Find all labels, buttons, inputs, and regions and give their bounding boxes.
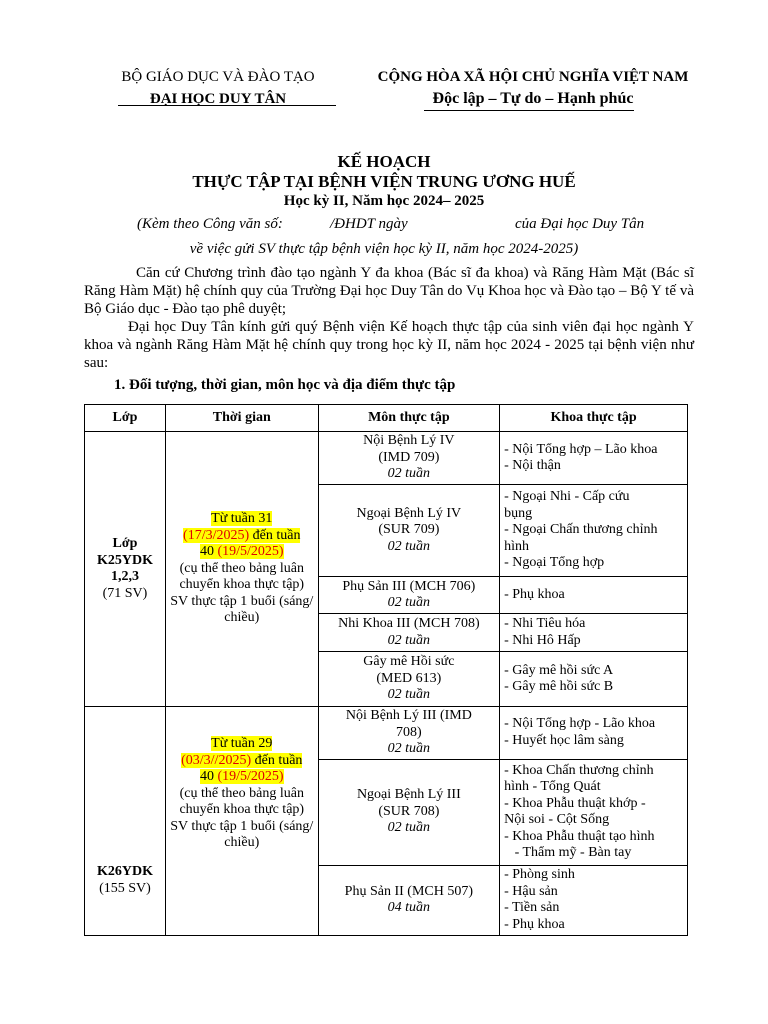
subject-name: Phụ Sản II (MCH 507) bbox=[344, 883, 474, 899]
university-name: ĐẠI HỌC DUY TÂN bbox=[149, 91, 287, 107]
time-to: đến tuần bbox=[252, 527, 301, 543]
time-end: 40 bbox=[199, 544, 214, 560]
class-cell bbox=[85, 707, 166, 936]
subject-weeks: 02 tuần bbox=[387, 741, 431, 756]
dept-cell bbox=[500, 865, 688, 935]
university-underline bbox=[118, 105, 336, 106]
subject-name: Phụ Sản III (MCH 706) bbox=[342, 578, 476, 594]
dept-item: bụng bbox=[504, 505, 533, 521]
subject-code: (MED 613) bbox=[376, 670, 442, 686]
dept-item: hình bbox=[504, 538, 529, 554]
col-header-dept: Khoa thực tập bbox=[500, 405, 688, 432]
class-code: K26YDK bbox=[96, 864, 153, 880]
dept-item: - Phụ khoa bbox=[504, 916, 565, 932]
internship-table bbox=[84, 404, 688, 936]
dept-item: - Ngoại Chấn thương chỉnh bbox=[504, 522, 658, 538]
subject-name: Nội Bệnh Lý IV bbox=[363, 433, 455, 449]
dept-cell bbox=[500, 614, 688, 652]
dept-item: - Phụ khoa bbox=[504, 586, 565, 602]
dept-item: - Ngoại Tổng hợp bbox=[504, 555, 605, 571]
time-start-date: (17/3/2025) bbox=[183, 527, 250, 543]
subject-cell bbox=[318, 485, 499, 577]
doc-semester: Học kỳ II, Năm học 2024– 2025 bbox=[283, 193, 485, 209]
dept-cell bbox=[500, 652, 688, 707]
subject-weeks: 02 tuần bbox=[387, 538, 431, 554]
paragraph-2 bbox=[84, 318, 694, 372]
subject-name: Ngoại Bệnh Lý III bbox=[356, 787, 461, 803]
subject-name: Nội Bệnh Lý III (IMD bbox=[345, 708, 472, 723]
class-code: K25YDK bbox=[96, 552, 153, 568]
time-to: đến tuần bbox=[254, 752, 303, 768]
subject-weeks: 02 tuần bbox=[387, 632, 431, 648]
class-count: (71 SV) bbox=[102, 585, 148, 601]
time-cell bbox=[165, 432, 318, 707]
class-label: Lớp bbox=[112, 536, 138, 551]
subject-code: 708) bbox=[396, 724, 422, 740]
col-header-subject: Môn thực tập bbox=[318, 405, 499, 432]
dept-item: - Ngoại Nhi - Cấp cứu bbox=[504, 489, 630, 505]
time-session: SV thực tập 1 buổi (sáng/ chiều) bbox=[170, 593, 314, 626]
dept-item: - Phòng sinh bbox=[504, 867, 575, 882]
subject-code: (IMD 709) bbox=[378, 449, 440, 465]
motto-underline bbox=[424, 110, 634, 111]
subject-code: (SUR 709) bbox=[378, 522, 440, 538]
dept-item: - Hậu sản bbox=[504, 883, 558, 899]
ref-part3: của Đại học Duy Tân bbox=[515, 216, 645, 232]
time-note: (cụ thể theo bảng luân chuyển khoa thực tập) bbox=[179, 785, 305, 817]
dept-item: - Khoa Phẫu thuật khớp - bbox=[504, 795, 646, 811]
dept-cell bbox=[500, 759, 688, 865]
col-header-class: Lớp bbox=[85, 405, 166, 432]
dept-item: hình - Tổng Quát bbox=[504, 779, 601, 794]
time-session: SV thực tập 1 buổi (sáng/ chiều) bbox=[170, 818, 314, 850]
subject-cell bbox=[318, 652, 499, 707]
dept-item: - Nhi Hô Hấp bbox=[504, 632, 581, 648]
dept-cell bbox=[500, 432, 688, 485]
time-end-date: (19/5/2025) bbox=[217, 544, 284, 560]
dept-item: - Nội thận bbox=[504, 458, 561, 473]
national-motto: Độc lập – Tự do – Hạnh phúc bbox=[432, 90, 634, 107]
dept-item: - Khoa Phẫu thuật tạo hình bbox=[504, 828, 655, 844]
table-row bbox=[85, 707, 688, 760]
subject-name: Ngoại Bệnh Lý IV bbox=[356, 505, 462, 521]
subject-cell bbox=[318, 707, 499, 760]
dept-item: - Nội Tổng hợp - Lão khoa bbox=[504, 716, 656, 732]
subject-cell bbox=[318, 865, 499, 935]
dept-item: - Huyết học lâm sàng bbox=[504, 732, 624, 748]
subject-code: (SUR 708) bbox=[378, 803, 440, 819]
dept-cell bbox=[500, 577, 688, 614]
table-header-row bbox=[85, 405, 688, 432]
subject-cell bbox=[318, 432, 499, 485]
paragraph-2-text: Đại học Duy Tân kính gửi quý Bệnh viện Kế hoạch thực tập của sinh viên đại học ngành Y khoa và ngành Răng Hàm Mặt hệ chính quy trong học kỳ II, năm học 2024 - 2025 tại bệnh viện như sau: bbox=[84, 319, 694, 371]
time-end-date: (19/5/2025) bbox=[217, 769, 284, 784]
doc-subtitle: THỰC TẬP TẠI BỆNH VIỆN TRUNG ƯƠNG HUẾ bbox=[192, 172, 576, 191]
time-cell bbox=[165, 707, 318, 936]
col-header-time: Thời gian bbox=[165, 405, 318, 432]
subject-weeks: 02 tuần bbox=[387, 687, 431, 703]
header-right bbox=[360, 66, 706, 110]
dept-item: Nội soi - Cột Sống bbox=[504, 812, 610, 827]
dept-item: - Gây mê hồi sức A bbox=[504, 662, 614, 678]
time-start: Từ tuần 29 bbox=[211, 736, 273, 751]
header-left bbox=[100, 66, 336, 110]
republic-name: CỘNG HÒA XÃ HỘI CHỦ NGHĨA VIỆT NAM bbox=[377, 69, 689, 85]
ref-part1: (Kèm theo Công văn số: bbox=[137, 216, 283, 232]
dept-item: - Gây mê hồi sức B bbox=[504, 679, 614, 694]
time-start: Từ tuần 31 bbox=[211, 511, 273, 527]
class-cell bbox=[85, 432, 166, 707]
doc-title: KẾ HOẠCH bbox=[337, 152, 431, 171]
subject-cell bbox=[318, 614, 499, 652]
time-start-date: (03/3//2025) bbox=[181, 752, 252, 768]
subject-cell bbox=[318, 577, 499, 614]
time-note: (cụ thể theo bảng luân chuyển khoa thực tập) bbox=[179, 560, 305, 593]
dept-item: - Tiền sản bbox=[504, 900, 560, 915]
dept-item: - Thẩm mỹ - Bàn tay bbox=[504, 845, 632, 860]
class-sections: 1,2,3 bbox=[110, 569, 139, 584]
subject-cell bbox=[318, 759, 499, 865]
table-row bbox=[85, 432, 688, 485]
subject-weeks: 02 tuần bbox=[387, 595, 431, 610]
ref-part2: /ĐHDT ngày bbox=[330, 216, 408, 232]
dept-item: - Nội Tổng hợp – Lão khoa bbox=[504, 441, 658, 457]
subject-weeks: 02 tuần bbox=[387, 466, 431, 482]
dept-item: - Nhi Tiêu hóa bbox=[504, 616, 586, 631]
dept-cell bbox=[500, 485, 688, 577]
time-end: 40 bbox=[199, 769, 214, 784]
subject-name: Nhi Khoa III (MCH 708) bbox=[338, 616, 480, 631]
paragraph-1 bbox=[84, 264, 694, 318]
class-count: (155 SV) bbox=[99, 880, 151, 896]
subject-name: Gây mê Hồi sức bbox=[363, 654, 455, 670]
ref-line2: về việc gửi SV thực tập bệnh viện học kỳ II, năm học 2024-2025) bbox=[189, 241, 579, 257]
paragraph-1-text: Căn cứ Chương trình đào tạo ngành Y đa khoa (Bác sĩ đa khoa) và Răng Hàm Mặt (Bác sĩ Răng Hàm Mặt) hệ chính quy của Trường Đại học Duy Tân do Vụ Khoa học và Đào tạo – Bộ Y tế và Bộ Giáo dục - Đào tạo phê duyệt; bbox=[84, 265, 694, 317]
dept-item: - Khoa Chấn thương chỉnh bbox=[504, 762, 654, 778]
ministry-name: BỘ GIÁO DỤC VÀ ĐÀO TẠO bbox=[121, 69, 315, 85]
dept-cell bbox=[500, 707, 688, 760]
subject-weeks: 04 tuần bbox=[387, 900, 431, 915]
subject-weeks: 02 tuần bbox=[387, 820, 431, 836]
section-heading-1: 1. Đối tượng, thời gian, môn học và địa điểm thực tập bbox=[114, 377, 456, 393]
